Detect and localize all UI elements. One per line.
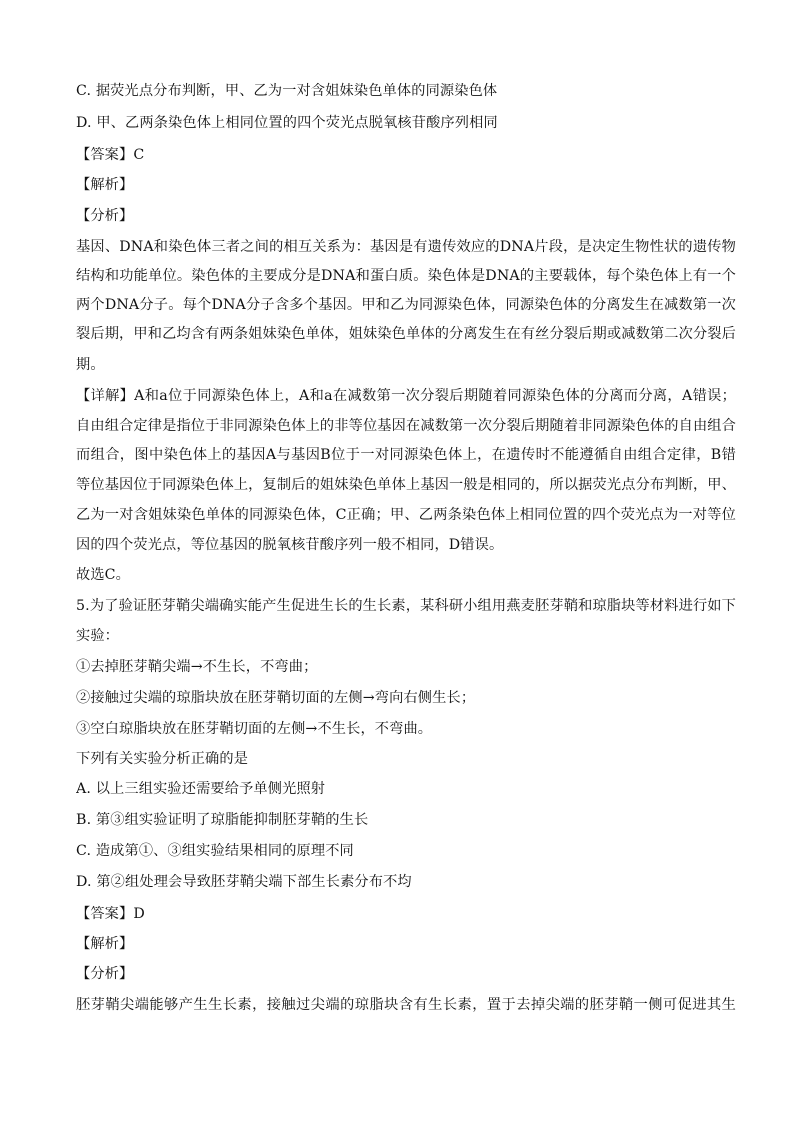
q4-fenxi-line: 两个DNA分子。每个DNA分子含多个基因。甲和乙为同源染色体，同源染色体的分离发生在减数第一次 xyxy=(76,297,736,313)
q4-fenxi-line: 裂后期，甲和乙均含有两条姐妹染色单体，姐妹染色单体的分离发生在有丝分裂后期或减数第二次分裂后 xyxy=(76,326,736,342)
q5-fenxi-heading: 【分析】 xyxy=(76,966,134,982)
q5-experiment: ①去掉胚芽鞘尖端→不生长，不弯曲； xyxy=(76,659,318,675)
q4-conclusion: 故选C。 xyxy=(76,567,131,583)
q4-fenxi-line: 基因、DNA和染色体三者之间的相互关系为：基因是有遗传效应的DNA片段，是决定生物性状的遗传物 xyxy=(76,239,736,255)
q4-fenxi-line: 结构和功能单位。染色体的主要成分是DNA和蛋白质。染色体是DNA的主要载体，每个染色体上有一个 xyxy=(76,268,736,284)
q4-xiangjie-line: 【详解】A和a位于同源染色体上，A和a在减数第一次分裂后期随着同源染色体的分离而分离，A错误； xyxy=(76,388,736,404)
q5-answer: 【答案】D xyxy=(76,906,145,922)
q4-option-d: D. 甲、乙两条染色体上相同位置的四个荧光点脱氧核苷酸序列相同 xyxy=(76,115,498,131)
q5-fenxi-line: 胚芽鞘尖端能够产生生长素，接触过尖端的琼脂块含有生长素，置于去掉尖端的胚芽鞘一侧可促进其生 xyxy=(76,997,736,1013)
q4-xiangjie-line: 因的四个荧光点，等位基因的脱氧核苷酸序列一般不相同，D错误。 xyxy=(76,537,504,553)
q4-analysis-heading: 【解析】 xyxy=(76,177,134,193)
q5-option-b: B. 第③组实验证明了琼脂能抑制胚芽鞘的生长 xyxy=(76,812,369,828)
q5-prompt: 下列有关实验分析正确的是 xyxy=(76,751,249,767)
q5-experiment: ②接触过尖端的琼脂块放在胚芽鞘切面的左侧→弯向右侧生长； xyxy=(76,690,476,706)
q4-xiangjie-line: 而组合，图中染色体上的基因A与基因B位于一对同源染色体上，在遗传时不能遵循自由组合定律，B错 xyxy=(76,447,736,463)
q5-experiment: ③空白琼脂块放在胚芽鞘切面的左侧→不生长，不弯曲。 xyxy=(76,721,433,737)
q5-analysis-heading: 【解析】 xyxy=(76,936,134,952)
q5-option-a: A. 以上三组实验还需要给予单侧光照射 xyxy=(76,781,326,797)
q4-fenxi-line: 期。 xyxy=(76,357,105,373)
q5-stem-line: 5.为了验证胚芽鞘尖端确实能产生促进生长的生长素，某科研小组用燕麦胚芽鞘和琼脂块等材料进行如下 xyxy=(76,598,736,614)
q4-xiangjie-line: 等位基因位于同源染色体上，复制后的姐妹染色单体上基因一般是相同的，所以据荧光点分布判断，甲、 xyxy=(76,477,736,493)
q4-fenxi-heading: 【分析】 xyxy=(76,208,134,224)
q4-xiangjie-line: 乙为一对含姐妹染色单体的同源染色体，C正确；甲、乙两条染色体上相同位置的四个荧光点为一对等位 xyxy=(76,507,736,523)
q4-answer: 【答案】C xyxy=(76,147,145,163)
q4-xiangjie-line: 自由组合定律是指位于非同源染色体上的非等位基因在减数第一次分裂后期随着非同源染色体的自由组合 xyxy=(76,418,736,434)
q4-option-c: C. 据荧光点分布判断，甲、乙为一对含姐妹染色单体的同源染色体 xyxy=(76,83,498,99)
q5-stem-line: 实验： xyxy=(76,628,120,644)
q5-option-d: D. 第②组处理会导致胚芽鞘尖端下部生长素分布不均 xyxy=(76,874,412,890)
q5-option-c: C. 造成第①、③组实验结果相同的原理不同 xyxy=(76,843,354,859)
